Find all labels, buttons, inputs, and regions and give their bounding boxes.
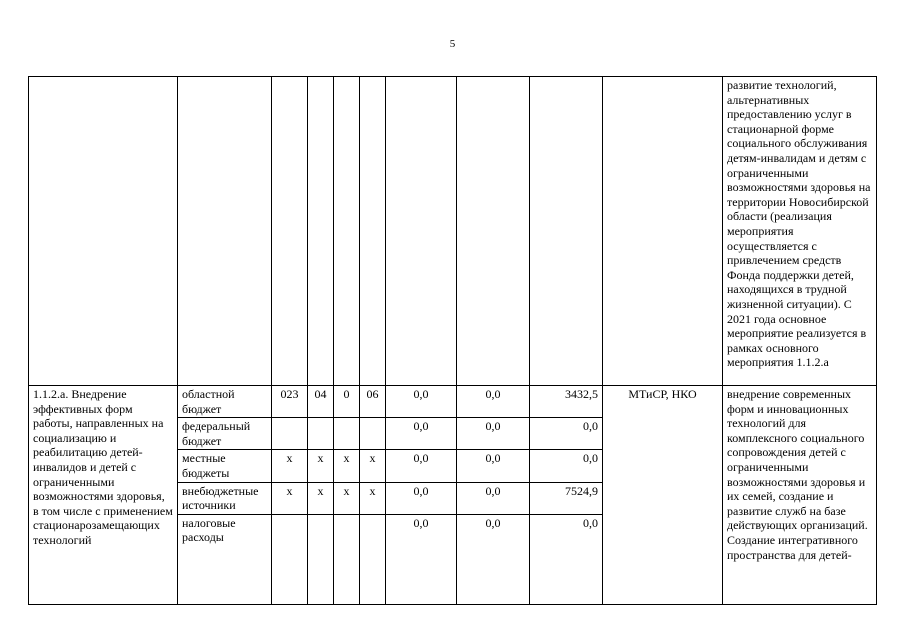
code-section: x xyxy=(308,450,334,482)
empty-cell xyxy=(603,77,723,386)
code-item xyxy=(360,514,386,604)
value-year-1: 0,0 xyxy=(386,386,457,418)
funding-source: областной бюджет xyxy=(178,386,272,418)
page-number: 5 xyxy=(449,38,456,50)
value-year-1: 0,0 xyxy=(386,514,457,604)
empty-cell xyxy=(334,77,360,386)
code-subsection xyxy=(334,418,360,450)
code-subsection: x xyxy=(334,482,360,514)
value-year-3: 3432,5 xyxy=(530,386,603,418)
value-year-1: 0,0 xyxy=(386,482,457,514)
code-subsection xyxy=(334,514,360,604)
value-year-3: 7524,9 xyxy=(530,482,603,514)
funding-source: налоговые расходы xyxy=(178,514,272,604)
empty-cell xyxy=(457,77,530,386)
code-item: x xyxy=(360,482,386,514)
value-year-2: 0,0 xyxy=(457,450,530,482)
code-grbs: x xyxy=(272,482,308,514)
code-item: x xyxy=(360,450,386,482)
empty-cell xyxy=(386,77,457,386)
code-subsection: x xyxy=(334,450,360,482)
value-year-3: 0,0 xyxy=(530,514,603,604)
value-year-1: 0,0 xyxy=(386,418,457,450)
value-year-3: 0,0 xyxy=(530,450,603,482)
code-section: x xyxy=(308,482,334,514)
expected-result: внедрение современных форм и инновационных технологий для комплексного социального сопровождения детей с ограниченными возможностями здоровья и их семей, создание и развитие служб на базе действующих организаций. Создание интегративного пространства для детей- xyxy=(723,386,877,605)
empty-cell xyxy=(360,77,386,386)
value-year-3: 0,0 xyxy=(530,418,603,450)
code-grbs xyxy=(272,514,308,604)
value-year-2: 0,0 xyxy=(457,418,530,450)
empty-cell xyxy=(29,77,178,386)
continuation-result-text: развитие технологий, альтернативных предоставлению услуг в стационарной форме социального обслуживания детям-инвалидам и детям с ограниченными возможностями здоровья на территории Новосибирской области (реализация мероприятия осуществляется с привлечением средств Фонда поддержки детей, находящихся в трудной жизненной ситуации). С 2021 года основное мероприятие реализуется в рамках основного мероприятия 1.1.2.а xyxy=(723,77,877,386)
code-item xyxy=(360,418,386,450)
funding-source: местные бюджеты xyxy=(178,450,272,482)
table-row xyxy=(29,386,877,418)
code-grbs: 023 xyxy=(272,386,308,418)
funding-source: федеральный бюджет xyxy=(178,418,272,450)
value-year-1: 0,0 xyxy=(386,450,457,482)
value-year-2: 0,0 xyxy=(457,482,530,514)
executor: МТиСР, НКО xyxy=(603,386,723,605)
program-table xyxy=(28,76,877,605)
continuation-row xyxy=(29,77,877,386)
code-item: 06 xyxy=(360,386,386,418)
value-year-2: 0,0 xyxy=(457,514,530,604)
empty-cell xyxy=(272,77,308,386)
empty-cell xyxy=(530,77,603,386)
code-section xyxy=(308,514,334,604)
code-grbs: x xyxy=(272,450,308,482)
measure-title: 1.1.2.а. Внедрение эффективных форм работы, направленных на социализацию и реабилитацию детей-инвалидов и детей с ограниченными возможностями здоровья, в том числе с применением стационарозамещающих технологий xyxy=(29,386,178,605)
value-year-2: 0,0 xyxy=(457,386,530,418)
empty-cell xyxy=(308,77,334,386)
code-section xyxy=(308,418,334,450)
code-section: 04 xyxy=(308,386,334,418)
funding-source: внебюджетные источники xyxy=(178,482,272,514)
empty-cell xyxy=(178,77,272,386)
code-subsection: 0 xyxy=(334,386,360,418)
code-grbs xyxy=(272,418,308,450)
